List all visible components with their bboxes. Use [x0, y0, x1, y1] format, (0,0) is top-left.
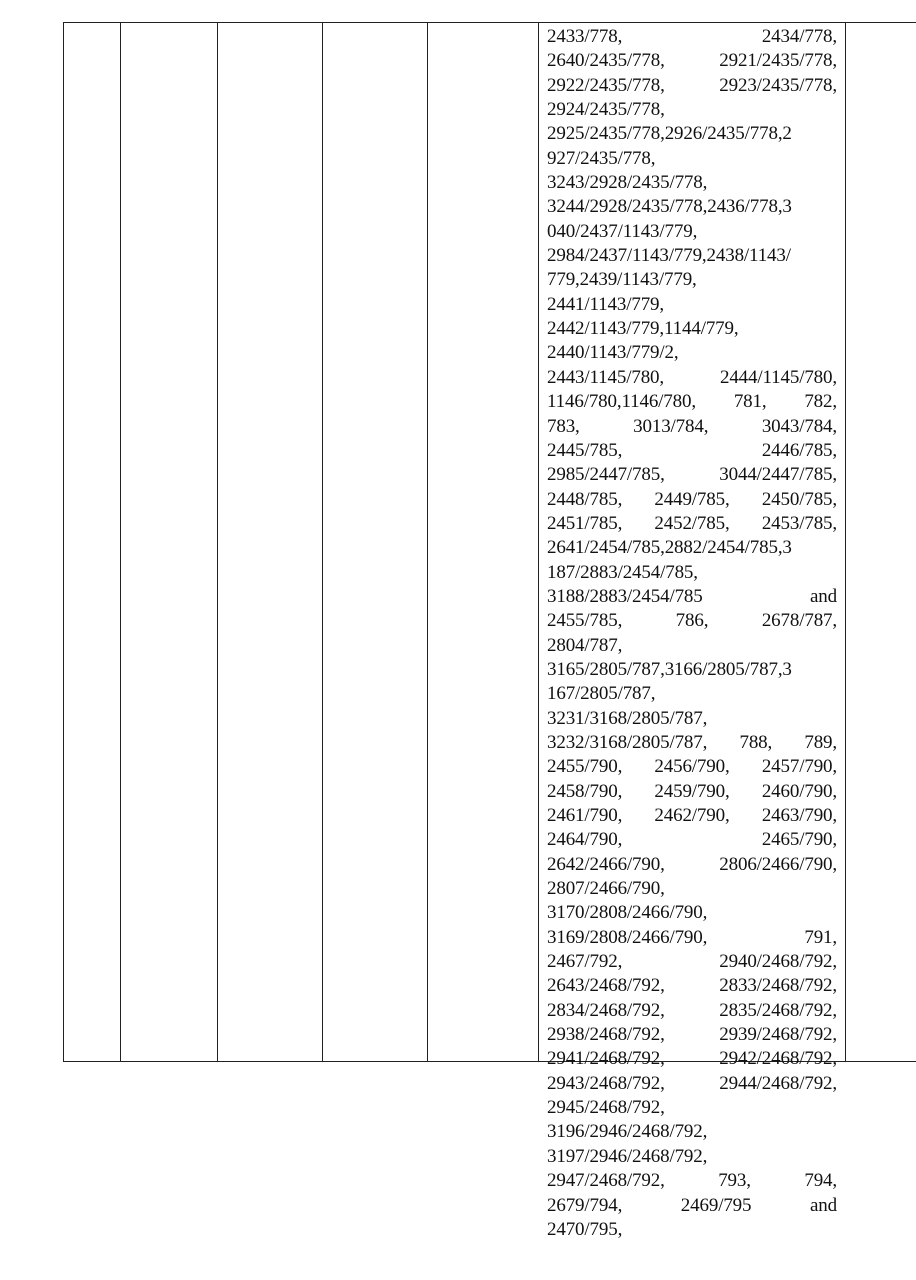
text-line [547, 293, 837, 317]
text-token: 2440/1143/779/2, [547, 342, 679, 364]
text-token: 2455/785, [547, 610, 623, 632]
text-line [547, 268, 837, 292]
text-token: 2467/792, [547, 951, 623, 973]
survey-numbers-cell [547, 25, 837, 1242]
text-line [547, 1023, 837, 1047]
text-token: 2923/2435/778, [719, 74, 837, 96]
text-token: 2939/2468/792, [719, 1024, 837, 1046]
table-column-7 [846, 23, 916, 1061]
text-token: 2944/2468/792, [719, 1072, 837, 1094]
text-token: 2640/2435/778, [547, 50, 665, 72]
text-line [547, 98, 837, 122]
text-token: 2453/785, [761, 512, 837, 534]
text-line [547, 463, 837, 487]
text-line [547, 804, 837, 828]
text-line [547, 366, 837, 390]
text-token: 2457/790, [761, 756, 837, 778]
text-token: 794, [804, 1170, 837, 1192]
text-token: 2835/2468/792, [719, 999, 837, 1021]
text-line [547, 25, 837, 49]
text-line [547, 341, 837, 365]
text-token: 2833/2468/792, [719, 975, 837, 997]
text-line [547, 561, 837, 585]
text-line [547, 147, 837, 171]
text-token: 2461/790, [547, 805, 623, 826]
text-token: 3196/2946/2468/792, [547, 1121, 708, 1143]
text-token: 2441/1143/779, [547, 293, 665, 315]
survey-table [63, 22, 916, 1240]
text-token: 2459/790, [654, 780, 730, 802]
text-token: 2458/790, [547, 780, 623, 802]
text-line [547, 634, 837, 658]
text-line [547, 415, 837, 439]
text-token: 2433/778, [547, 26, 623, 47]
text-token: 2444/1145/780, [719, 366, 837, 388]
text-token: 2462/790, [654, 805, 730, 826]
text-token: 2465/790, [761, 829, 837, 851]
text-token: 783, [547, 415, 580, 437]
text-token: 2450/785, [761, 488, 837, 510]
text-token: 2446/785, [761, 439, 837, 461]
text-token: 2806/2466/790, [719, 853, 837, 875]
text-token: 779,2439/1143/779, [547, 269, 697, 291]
text-line [547, 536, 837, 560]
text-line [547, 926, 837, 950]
text-line [547, 950, 837, 974]
text-line [547, 780, 837, 804]
text-token: 2452/785, [654, 512, 730, 534]
text-token: and [810, 1194, 837, 1216]
text-token: 2460/790, [761, 780, 837, 802]
text-line [547, 609, 837, 633]
text-line [547, 755, 837, 779]
text-line [547, 1145, 837, 1169]
text-token: 2941/2468/792, [547, 1048, 665, 1070]
text-token: 2947/2468/792, [547, 1170, 665, 1192]
text-line [547, 122, 837, 146]
text-token: 2449/785, [654, 488, 730, 510]
text-token: 2921/2435/778, [719, 50, 837, 72]
text-token: 2451/785, [547, 512, 623, 534]
text-line [547, 1120, 837, 1144]
text-line [547, 49, 837, 73]
text-token: 2938/2468/792, [547, 1024, 665, 1046]
text-token: 167/2805/787, [547, 683, 656, 705]
text-token: 2679/794, [547, 1194, 623, 1216]
text-token: 2922/2435/778, [547, 74, 665, 96]
text-line [547, 1047, 837, 1071]
table-column-4 [323, 23, 428, 1061]
text-line [547, 244, 837, 268]
text-token: 2443/1145/780, [547, 366, 665, 388]
survey-numbers-column [539, 23, 846, 1240]
text-token: 040/2437/1143/779, [547, 220, 698, 242]
text-token: 187/2883/2454/785, [547, 561, 698, 583]
text-token: 2925/2435/778,2926/2435/778,2 [547, 123, 792, 145]
text-line [547, 1194, 837, 1218]
text-token: 2804/787, [547, 634, 623, 656]
text-line [547, 1218, 837, 1242]
text-token: 3043/784, [761, 415, 837, 437]
text-token: 3232/3168/2805/787, [547, 731, 708, 753]
text-token: 3231/3168/2805/787, [547, 707, 708, 729]
text-line [547, 901, 837, 925]
text-token: 2445/785, [547, 439, 623, 461]
text-line [547, 439, 837, 463]
text-line [547, 974, 837, 998]
text-token: 793, [718, 1170, 751, 1192]
text-line [547, 390, 837, 414]
text-token: 786, [675, 610, 709, 632]
table-column-2 [121, 23, 218, 1061]
text-token: 2924/2435/778, [547, 99, 665, 121]
text-token: 3243/2928/2435/778, [547, 172, 708, 194]
text-token: 2834/2468/792, [547, 999, 665, 1021]
text-token: 2442/1143/779,1144/779, [547, 318, 739, 340]
text-line [547, 658, 837, 682]
text-token: 3188/2883/2454/785 [547, 585, 703, 607]
text-line [547, 317, 837, 341]
text-line [547, 171, 837, 195]
text-token: 3244/2928/2435/778,2436/778,3 [547, 196, 792, 218]
text-line [547, 220, 837, 244]
text-token: 1146/780,1146/780, [547, 391, 696, 413]
text-token: 2945/2468/792, [547, 1097, 665, 1119]
text-token: 2641/2454/785,2882/2454/785,3 [547, 537, 792, 559]
text-line [547, 585, 837, 609]
text-line [547, 999, 837, 1023]
text-line [547, 1096, 837, 1120]
text-token: 2470/795, [547, 1218, 623, 1240]
text-token: 2642/2466/790, [547, 853, 665, 875]
text-token: 2463/790, [761, 805, 837, 826]
text-token: 2455/790, [547, 756, 623, 778]
text-token: 789, [804, 731, 837, 753]
text-line [547, 512, 837, 536]
text-token: 2434/778, [761, 26, 837, 47]
table-column-5 [428, 23, 539, 1061]
text-token: 2448/785, [547, 488, 623, 510]
text-token: 2456/790, [654, 756, 730, 778]
text-line [547, 853, 837, 877]
text-line [547, 1169, 837, 1193]
text-token: 3169/2808/2466/790, [547, 926, 708, 948]
text-token: 2469/795 [680, 1194, 752, 1216]
text-token: 791, [804, 926, 837, 948]
text-token: 2678/787, [761, 610, 837, 632]
text-token: 781, [733, 391, 767, 413]
text-token: 788, [739, 731, 773, 753]
text-line [547, 682, 837, 706]
text-token: 782, [804, 391, 837, 413]
text-token: 3170/2808/2466/790, [547, 902, 708, 924]
table-column-3 [218, 23, 323, 1061]
text-token: 2984/2437/1143/779,2438/1143/ [547, 245, 791, 267]
text-token: 2940/2468/792, [719, 951, 837, 973]
text-line [547, 707, 837, 731]
text-token: 2807/2466/790, [547, 878, 665, 900]
text-line [547, 731, 837, 755]
text-token: 2985/2447/785, [547, 464, 665, 486]
text-token: 927/2435/778, [547, 147, 656, 169]
text-line [547, 1072, 837, 1096]
text-token: 2942/2468/792, [719, 1048, 837, 1070]
text-token: 2943/2468/792, [547, 1072, 665, 1094]
text-line [547, 877, 837, 901]
text-token: 2464/790, [547, 829, 623, 851]
text-token: and [810, 585, 837, 607]
text-line [547, 488, 837, 512]
text-token: 2643/2468/792, [547, 975, 665, 997]
text-token: 3165/2805/787,3166/2805/787,3 [547, 658, 792, 680]
text-line [547, 828, 837, 852]
text-line [547, 74, 837, 98]
text-token: 3197/2946/2468/792, [547, 1145, 708, 1167]
text-line [547, 195, 837, 219]
text-token: 3044/2447/785, [719, 464, 837, 486]
text-token: 3013/784, [633, 415, 709, 437]
table-column-1 [64, 23, 121, 1061]
